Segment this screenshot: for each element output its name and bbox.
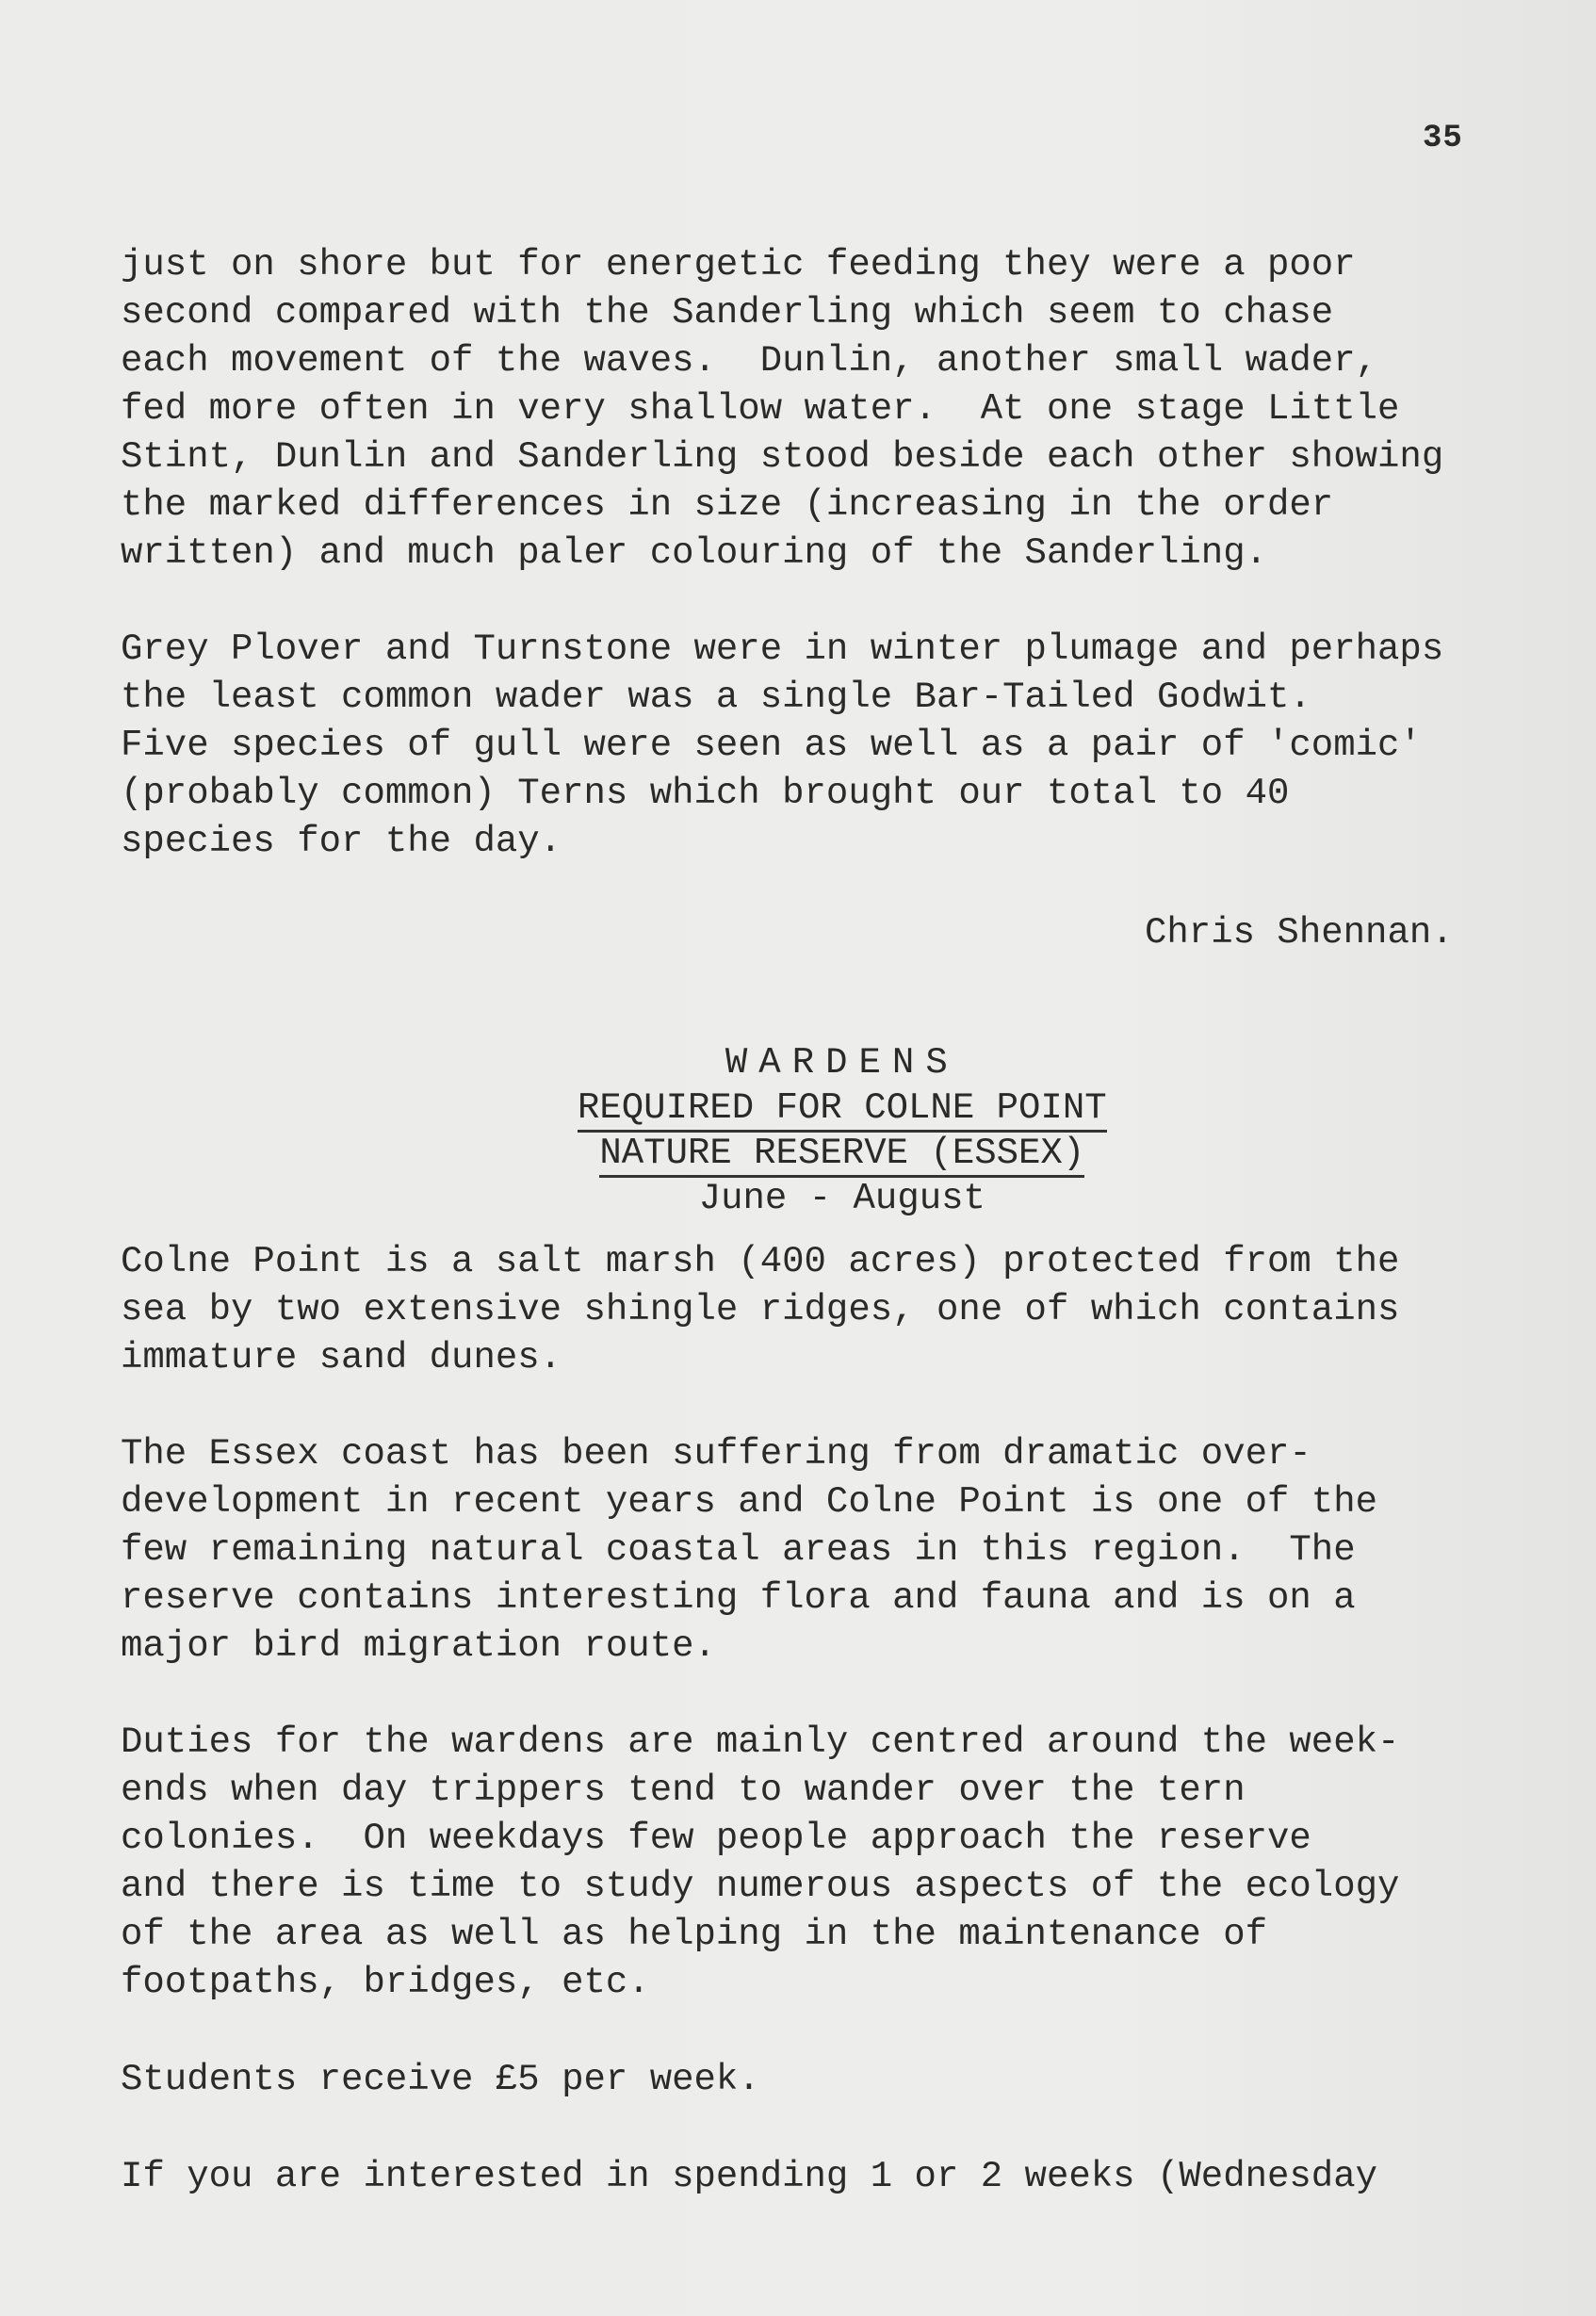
text-line: Grey Plover and Turnstone were in winter plumage and perhaps — [121, 628, 1444, 670]
page-number: 35 — [1423, 121, 1463, 156]
text-line: fed more often in very shallow water. At one stage Little — [121, 388, 1400, 430]
text-line: each movement of the waves. Dunlin, another small wader, — [121, 340, 1378, 382]
text-line: (probably common) Terns which brought our total to 40 — [121, 773, 1290, 814]
text-line: colonies. On weekdays few people approach the reserve — [121, 1818, 1311, 1859]
text-line: ends when day trippers tend to wander over the tern — [121, 1770, 1246, 1811]
text-line: development in recent years and Colne Point is one of the — [121, 1481, 1378, 1523]
text-line: few remaining natural coastal areas in this region. The — [121, 1529, 1356, 1571]
text-line: and there is time to study numerous aspects of the ecology — [121, 1866, 1400, 1907]
text-line: of the area as well as helping in the maintenance of — [121, 1914, 1267, 1955]
text-line: Five species of gull were seen as well as a pair of 'comic' — [121, 725, 1422, 766]
section-subtitle-2-text: NATURE RESERVE (ESSEX) — [599, 1133, 1084, 1178]
text-line: Duties for the wardens are mainly centred around the week- — [121, 1721, 1400, 1763]
text-line: If you are interested in spending 1 or 2 weeks (Wednesday — [121, 2156, 1378, 2197]
section-dates-text: June - August — [698, 1178, 985, 1219]
text-line: Students receive £5 per week. — [121, 2059, 760, 2100]
text-line: immature sand dunes. — [121, 1337, 562, 1378]
author-signature: Chris Shennan. — [1145, 912, 1454, 954]
section-subtitle-text: REQUIRED FOR COLNE POINT — [578, 1087, 1107, 1133]
text-line: reserve contains interesting flora and fauna and is on a — [121, 1577, 1356, 1619]
text-line: the least common wader was a single Bar-Tailed Godwit. — [121, 677, 1311, 718]
text-line: major bird migration route. — [121, 1625, 716, 1667]
text-line: sea by two extensive shingle ridges, one of which contains — [121, 1289, 1400, 1330]
text-line: written) and much paler colouring of the Sanderling. — [121, 532, 1267, 574]
text-line: Stint, Dunlin and Sanderling stood beside each other showing — [121, 436, 1444, 478]
text-line: the marked differences in size (increasing in the order — [121, 484, 1334, 526]
text-line: second compared with the Sanderling which seem to chase — [121, 292, 1334, 334]
text-line: species for the day. — [121, 821, 562, 862]
text-line: footpaths, bridges, etc. — [121, 1962, 650, 2003]
text-line: Colne Point is a salt marsh (400 acres) protected from the — [121, 1241, 1400, 1282]
section-title-text: WARDENS — [725, 1042, 959, 1084]
text-line: The Essex coast has been suffering from dramatic over- — [121, 1433, 1311, 1475]
text-line: just on shore but for energetic feeding they were a poor — [121, 244, 1356, 285]
